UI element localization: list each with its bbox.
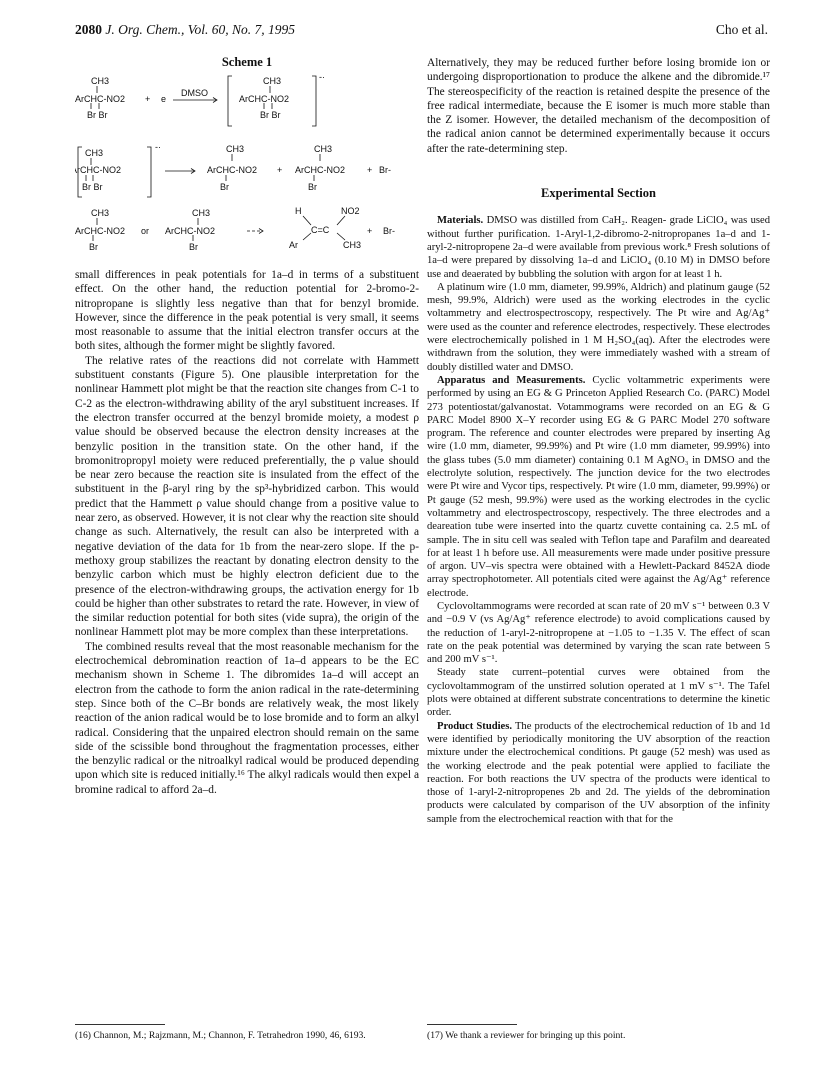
scheme-radical-anion-2: ArCHC-NO2 bbox=[75, 165, 122, 175]
journal-citation: J. Org. Chem., Vol. 60, No. 7, 1995 bbox=[105, 22, 295, 37]
scheme-or: or bbox=[141, 226, 150, 236]
scheme-bromide-1: Br- bbox=[379, 165, 391, 175]
scheme-plus-3: + bbox=[367, 165, 373, 175]
paragraph: The relative rates of the reactions did not correlate with Hammett substituent constants (Figure 5). One plausible interpretation for the nonlinear Hammett plot might be that the reaction site changes from C-1 to C-2 as the electron-withdrawing ability of the aryl substituent increases. If the electron transfer occurred at the benzyl bromide moiety, a modest ρ value should be observed because the electron density increases at the benzylic position in the transition state. On the other hand, if the bromonitropropyl moiety were reduced preferentially, the ρ value should be near zero because the reaction site is insulated from the effect of the substituent in the β-aryl ring by the sp³-hybridized carbon. This would predict that the Hammett ρ value should change from a positive value to near zero, as observed. However, it is not clear why the reaction site should change as such. Alternatively, the result can also be interpreted with a negative deviation of the data for 1b from the near-zero slope. If the p-methoxy group stabilizes the reactant by donating electron density to the benzylic carbon which must be highly electron deficient due to the presence of the electron-withdrawing groups, the activation energy for 1b could be higher than other substrates to retard the rate. However, in view of the similar reduction potential for both sites (vide supra), the origin of the nonlinear Hammett plot may be more complex than these interpretations. bbox=[75, 354, 419, 639]
scheme-ch3-7: CH3 bbox=[192, 208, 211, 218]
section-title: Experimental Section bbox=[541, 186, 656, 201]
left-column bbox=[75, 268, 419, 797]
paragraph-product bbox=[427, 720, 770, 826]
scheme-radical-b: ArCHC-NO2 bbox=[165, 226, 216, 236]
right-column bbox=[427, 56, 770, 826]
scheme-brbr-3: Br Br bbox=[82, 182, 103, 192]
scheme-ch3-6: CH3 bbox=[91, 208, 110, 218]
scheme-substrate: ArCHC-NO2 bbox=[75, 94, 126, 104]
scheme-br-4: Br bbox=[189, 242, 198, 252]
scheme-charge-2: -· bbox=[155, 142, 161, 152]
footnote-rule bbox=[75, 1024, 165, 1025]
run-in-heading: Product Studies. bbox=[437, 720, 513, 732]
scheme-ar: Ar bbox=[289, 240, 298, 250]
scheme-plus-1: + bbox=[145, 94, 151, 104]
scheme-title: Scheme 1 bbox=[221, 55, 273, 69]
paragraph-body: Cyclic voltammetric experiments were performed by using an EG & G Princeton Applied Research Co. (PARC) Model 273 potentiostat/galvanostat. Votammograms were recorded on an EG & G PARC Model 8900 X–Y recorder using EG & G PARC Model 270 software program. The reference and counter electrodes were prepared by inserting Ag wire (1.0 mm, diameter, 99.99%) and Pt wire (1.0 mm diameter, 99.99%) into the glass tubes (5.0 mm diameter) containing 0.1 M AgNO₃ in DMSO and the electrolyte solution, respectively. The junction device for the two electrodes were Pt wire and Vycor tips, respectively. Pt wire (1.0 mm, diameter, 99.99%) or Pt gauge (52 mesh, 99.9%) were used as the working electrodes in the cyclic voltammetry and electrospectroscopy, respectively. The three electrodes and a deareation tube were inserted into the quartz cuvette containing ca. 2.5 mL of sample. The in situ cell was sealed with Teflon tape and Parafilm and deareated for at least 1 h before use. All measurements were made under positive pressure of argon. UV–vis spectra were obtained with a Hewlett-Packard 8452A diode array spectrophotometer. All potentials cited were against the Ag/Ag⁺ reference electrode. bbox=[427, 374, 771, 599]
scheme-br-2: Br bbox=[308, 182, 317, 192]
paragraph: Steady state current–potential curves were obtained from the cyclovoltammogram of the unstirred solution operated at 1 mV s⁻¹. The Tafel plots were obtained at different substrate concentrations to determine the kinetic order. bbox=[427, 667, 770, 719]
scheme-h: H bbox=[295, 206, 302, 216]
footnote-16: (16) Channon, M.; Rajzmann, M.; Channon, F. Tetrahedron 1990, 46, 6193. bbox=[75, 1030, 366, 1041]
scheme-charge-1: -· bbox=[319, 72, 325, 82]
running-header-left bbox=[75, 22, 295, 38]
scheme-ch3-2: CH3 bbox=[263, 76, 282, 86]
scheme-bromide-2: Br- bbox=[383, 226, 395, 236]
scheme-ch3-1: CH3 bbox=[91, 76, 110, 86]
scheme-br-1: Br bbox=[220, 182, 229, 192]
paragraph: The combined results reveal that the most reasonable mechanism for the electrochemical debromination reaction of 1a–d appears to be the EC mechanism shown in Scheme 1. The dibromides 1a–d will accept an electron from the cathode to form the anion radical in the rate-determining step. Since both of the C–Br bonds are relatively weak, the most likely reaction of the anion radical would be to lose bromide and to form an alkyl radical. Considering that the unpaired electron should remain on the same side of the scissible bond throughout the fragmentation processes, either the benzylic radical or the nitroalkyl radical would be produced depending upon which site is reduced initially.¹⁶ The alkyl radicals would then expel a bromine radical to afford 2a–d. bbox=[75, 640, 419, 796]
scheme-plus-2: + bbox=[277, 165, 283, 175]
running-header-authors: Cho et al. bbox=[715, 22, 768, 37]
paragraph-apparatus bbox=[427, 374, 770, 600]
run-in-heading: Materials. bbox=[437, 215, 484, 227]
scheme-plus-4: + bbox=[367, 226, 373, 236]
scheme-radical-a: ArCHC-NO2 bbox=[75, 226, 126, 236]
page-number: 2080 bbox=[75, 22, 102, 37]
scheme-benzylic-radical: ArCHC-NO2 bbox=[207, 165, 258, 175]
footnote-17: (17) We thank a reviewer for bringing up this point. bbox=[427, 1030, 626, 1041]
scheme-radical-anion-1: ArCHC-NO2 bbox=[239, 94, 290, 104]
paragraph-body: The products of the electrochemical reduction of 1b and 1d were identified by periodically monitoring the UV absorption of the reaction mixture under the electrochemical conditions. Pt gauge (52 mesh) was used as the working electrode and the peak potential were applied to faciliate the reaction. For both reactions the UV spectra of the products were identical to those of 1-aryl-2-nitropropenes 2b and 2d. The yields of the debromination products were calculated by comparison of the UV absorption of the infinity sample from the electrochemical reaction with that for the bbox=[427, 720, 770, 825]
scheme-brbr-2: Br Br bbox=[260, 110, 281, 120]
scheme-no2: NO2 bbox=[341, 206, 360, 216]
scheme-ch3-8: CH3 bbox=[343, 240, 362, 250]
scheme-br-3: Br bbox=[89, 242, 98, 252]
paragraph: small differences in peak potentials for 1a–d in terms of a substituent effect. On the other hand, the reduction potential for 2-bromo-2-nitropropane is slightly less negative than that for benzyl bromide. However, since the difference in the peak potential is very small, it seems most reasonable to assume that the initial electron transfer occurs at the both sites, although the former might be slightly favored. bbox=[75, 269, 419, 353]
scheme-brbr-1: Br Br bbox=[87, 110, 108, 120]
scheme-drawing bbox=[75, 72, 419, 262]
scheme-nitroalkyl-radical: ArCHC-NO2 bbox=[295, 165, 346, 175]
scheme-electron: e bbox=[161, 94, 167, 104]
paragraph: Alternatively, they may be reduced further before losing bromide ion or undergoing disproportionation to produce the alkene and the dibromide.¹⁷ The stereospecificity of the reaction is retained despite the presence of the free radical intermediate, because the E isomer is much more stable than the Z isomer. However, the detailed mechanism of the decomposition of the radical anion cannot be determined experimentally because it occurs after the rate-determining step. bbox=[427, 57, 770, 155]
paragraph: Cyclovoltammograms were recorded at scan rate of 20 mV s⁻¹ between 0.3 V and −0.9 V (vs Ag/Ag⁺ reference electrode) to avoid complications caused by the reduction of 1-aryl-2-nitropropene at −1.05 to −1.35 V. The effect of scan rate on the peak potential was determined by varying the scan rate between 5 and 200 mV s⁻¹. bbox=[427, 600, 770, 666]
paragraph-materials bbox=[427, 214, 770, 280]
scheme-dmso: DMSO bbox=[181, 88, 208, 98]
reaction-scheme bbox=[75, 72, 419, 262]
scheme-ch3-3: CH3 bbox=[85, 148, 104, 158]
paragraph-body: DMSO was distilled from CaH₂. Reagen- grade LiClO₄ was used without further purification. 1-Aryl-1,2-dibromo-2-nitropropanes 1a–d and 1-aryl-2-nitropropene 2a–d were available from previous work.⁸ Fresh solutions of 1a–d were prepared by dissolving 1a–d and LiClO₄ (0.10 M) in DMSO before use and deaerated by bubbling the solution with argon for at least 1 h. bbox=[427, 215, 770, 280]
run-in-heading: Apparatus and Measurements. bbox=[437, 374, 586, 386]
footnote-rule bbox=[427, 1024, 517, 1025]
scheme-alkene-cc: C=C bbox=[311, 225, 330, 235]
scheme-ch3-5: CH3 bbox=[314, 144, 333, 154]
scheme-ch3-4: CH3 bbox=[226, 144, 245, 154]
paragraph: A platinum wire (1.0 mm, diameter, 99.99%, Aldrich) and platinum gauge (52 mesh, 99.9%, Aldrich) were used as the working electrodes in the cyclic voltammetry and electrospectroscopy, respectively. The Pt wire and Ag/Ag⁺ were used as the counter and reference electrodes, respectively. These electrodes were electrochemically polished in 1 M H₂SO₄(aq). After the electrodes were withdrawn from the solution, they were immediately washed with a stream of doubly distilled water and DMSO. bbox=[427, 281, 770, 373]
